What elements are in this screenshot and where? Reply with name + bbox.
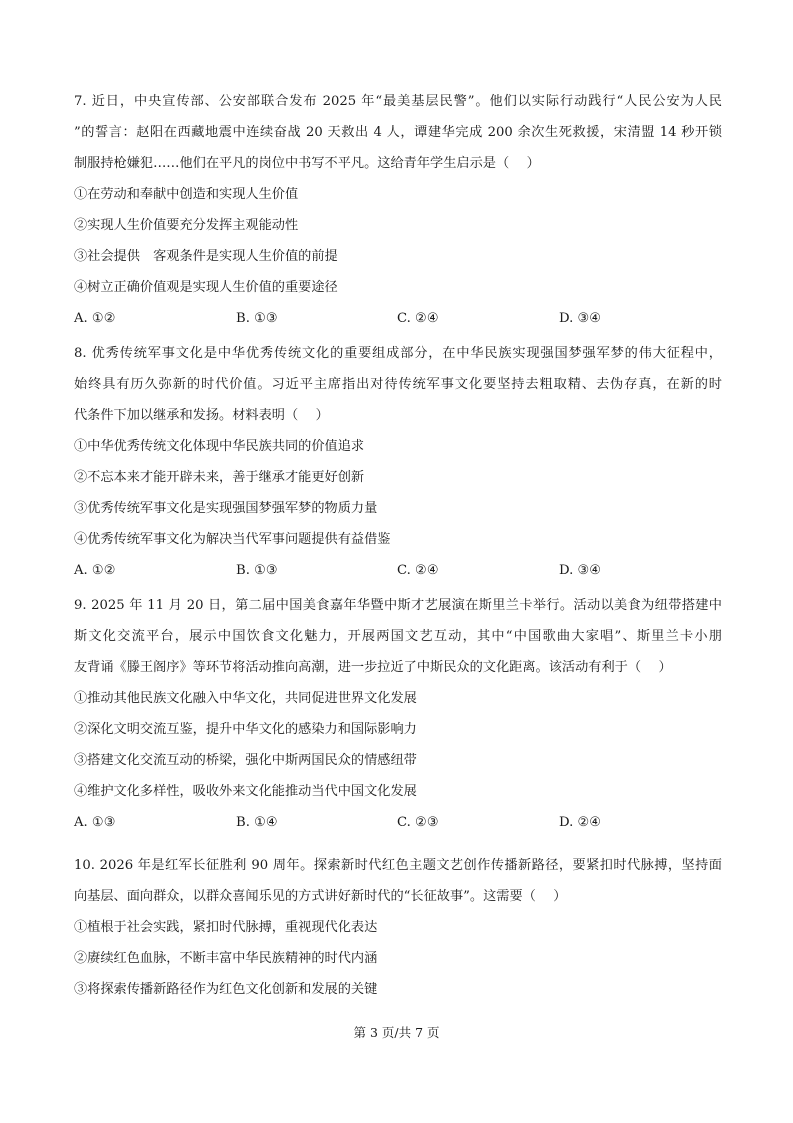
question-7 [74,86,722,334]
stem-line: 10. 2026 年是红军长征胜利 90 周年。探索新时代红色主题文艺创作传播新路径，要紧扣时代脉搏，坚持面 [74,858,722,873]
answer-options [74,807,722,838]
answer-options [74,555,722,586]
question-stem [74,86,722,179]
option-b: B. ①④ [236,815,278,830]
option-d: D. ②④ [559,815,602,830]
option-a: A. ①② [74,311,116,326]
statement: ①在劳动和奉献中创造和实现人生价值 [74,187,299,202]
stem-line: ”的誓言：赵阳在西藏地震中连续奋战 20 天救出 4 人，谭建华完成 200 余次生死救援，宋清盟 14 秒开锁 [74,125,722,140]
statement: ③搭建文化交流互动的桥梁，强化中斯两国民众的情感纽带 [74,753,417,768]
statement: ②深化文明交流互鉴，提升中华文化的感染力和国际影响力 [74,722,417,737]
statement: ③优秀传统军事文化是实现强国梦强军梦的物质力量 [74,501,378,516]
stem-line: 8. 优秀传统军事文化是中华优秀传统文化的重要组成部分，在中华民族实现强国梦强军梦的伟大征程中， [74,346,722,361]
stem-line: 始终具有历久弥新的时代价值。习近平主席指出对待传统军事文化要坚持去粗取精、去伪存真，在新的时 [74,377,722,392]
statement: ②不忘本来才能开辟未来，善于继承才能更好创新 [74,470,365,485]
statement: ②实现人生价值要充分发挥主观能动性 [74,218,299,233]
stem-line: 9. 2025 年 11 月 20 日，第二届中国美食嘉年华暨中斯才艺展演在斯里兰卡举行。活动以美食为纽带搭建中 [74,598,722,613]
stem-line: 7. 近日，中央宣传部、公安部联合发布 2025 年“最美基层民警”。他们以实际行动践行“人民公安为人民 [74,94,722,109]
option-c: C. ②④ [397,563,439,578]
page-footer: 第 3 页/共 7 页 [353,1025,440,1040]
question-9 [74,590,722,838]
question-10 [74,850,722,1005]
option-d: D. ③④ [559,563,602,578]
statement: ③社会提供 客观条件是实现人生价值的前提 [74,249,338,264]
statement: ②赓续红色血脉，不断丰富中华民族精神的时代内涵 [74,951,378,966]
stem-line: 制服持枪嫌犯……他们在平凡的岗位中书写不平凡。这给青年学生启示是（ ） [74,156,540,171]
question-8 [74,338,722,586]
statement: ④优秀传统军事文化为解决当代军事问题提供有益借鉴 [74,532,391,547]
option-c: C. ②③ [397,815,439,830]
question-stem [74,850,722,912]
statement: ④维护文化多样性，吸收外来文化能推动当代中国文化发展 [74,784,417,799]
question-stem [74,338,722,431]
option-a: A. ①③ [74,815,116,830]
stem-line: 斯文化交流平台，展示中国饮食文化魅力，开展两国文艺互动，其中“中国歌曲大家唱”、斯里兰卡小朋 [74,629,722,644]
statement: ①推动其他民族文化融入中华文化，共同促进世界文化发展 [74,691,417,706]
statement: ③将探索传播新路径作为红色文化创新和发展的关键 [74,982,378,997]
answer-options [74,303,722,334]
stem-line: 代条件下加以继承和发扬。材料表明（ ） [74,408,329,423]
option-a: A. ①② [74,563,116,578]
option-b: B. ①③ [236,311,278,326]
stem-line: 向基层、面向群众，以群众喜闻乐见的方式讲好新时代的“长征故事”。这需要（ ） [74,889,567,904]
question-stem [74,590,722,683]
stem-line: 友背诵《滕王阁序》等环节将活动推向高潮，进一步拉近了中斯民众的文化距离。该活动有利于（ ） [74,660,672,675]
statement: ①植根于社会实践，紧扣时代脉搏，重视现代化表达 [74,920,378,935]
option-b: B. ①③ [236,563,278,578]
statement: ①中华优秀传统文化体现中华民族共同的价值追求 [74,439,365,454]
statement: ④树立正确价值观是实现人生价值的重要途径 [74,280,338,295]
option-c: C. ②④ [397,311,439,326]
option-d: D. ③④ [559,311,602,326]
